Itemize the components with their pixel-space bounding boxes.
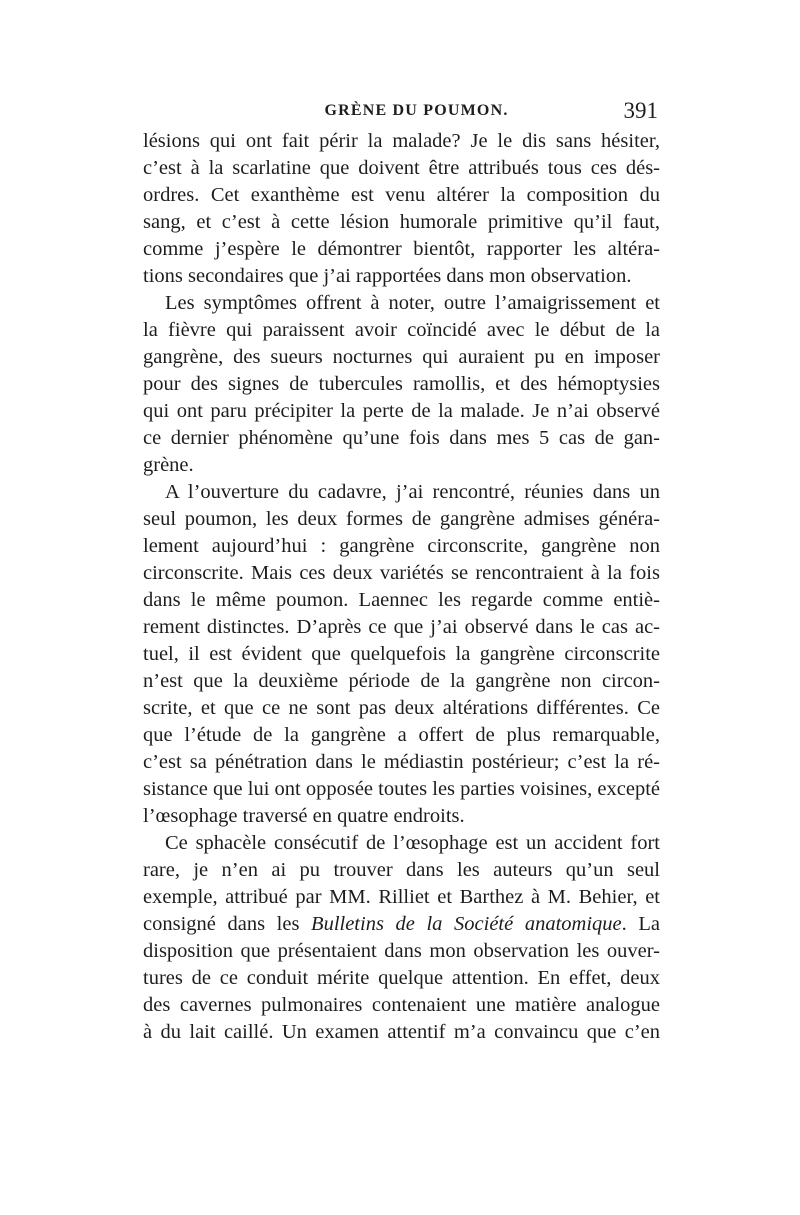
body-text: [143, 128, 660, 1046]
text-line: Ce sphacèle consécutif de l’œsophage est un accident fort: [165, 832, 660, 854]
text-line: ordres. Cet exanthème est venu altérer la composition du: [143, 184, 660, 206]
text-line: à du lait caillé. Un examen attentif m’a convaincu que c’en: [143, 1021, 660, 1043]
text-line: scrite, et que ce ne sont pas deux altérations différentes. Ce: [143, 697, 660, 719]
text-segment: consigné dans les: [143, 913, 312, 935]
text-line: pour des signes de tubercules ramollis, et des hémoptysies: [143, 373, 660, 395]
text-line: qui ont paru précipiter la perte de la malade. Je n’ai observé: [143, 400, 660, 422]
text-line: comme j’espère le démontrer bientôt, rapporter les altéra-: [143, 238, 660, 260]
text-line: tions secondaires que j’ai rapportées dans mon observation.: [143, 265, 632, 287]
text-line: sistance que lui ont opposée toutes les parties voisines, excepté: [143, 778, 660, 800]
text-line: [143, 911, 660, 938]
text-line: l’œsophage traversé en quatre endroits.: [143, 805, 465, 827]
text-line: seul poumon, les deux formes de gangrène admises généra-: [143, 508, 660, 530]
text-line: tures de ce conduit mérite quelque attention. En effet, deux: [143, 967, 660, 989]
text-line: circonscrite. Mais ces deux variétés se rencontraient à la fois: [143, 562, 660, 584]
text-line: ce dernier phénomène qu’une fois dans mes 5 cas de gan-: [143, 427, 660, 449]
text-line: lement aujourd’hui : gangrène circonscrite, gangrène non: [143, 535, 660, 557]
text-line: Les symptômes offrent à noter, outre l’amaigrissement et: [165, 292, 660, 314]
text-line: des cavernes pulmonaires contenaient une matière analogue: [143, 994, 660, 1016]
text-line: que l’étude de la gangrène a offert de plus remarquable,: [143, 724, 660, 746]
text-line: n’est que la deuxième période de la gangrène non circon-: [143, 670, 660, 692]
text-line: c’est à la scarlatine que doivent être attribués tous ces dés-: [143, 157, 660, 179]
text-line: gangrène, des sueurs nocturnes qui auraient pu en imposer: [143, 346, 660, 368]
page-number: 391: [623, 98, 658, 123]
text-line: lésions qui ont fait périr la malade? Je le dis sans hésiter,: [143, 130, 660, 152]
text-line: c’est sa pénétration dans le médiastin postérieur; c’est la ré-: [143, 751, 660, 773]
text-line: sang, et c’est à cette lésion humorale primitive qu’il faut,: [143, 211, 660, 233]
text-line: disposition que présentaient dans mon observation les ouver-: [143, 940, 660, 962]
text-segment: . La: [621, 913, 660, 935]
italic-title: Bulletins de la Société anatomique: [311, 913, 622, 935]
text-line: tuel, il est évident que quelquefois la gangrène circonscrite: [143, 643, 660, 665]
text-line: rare, je n’en ai pu trouver dans les auteurs qu’un seul: [143, 859, 660, 881]
text-line: grène.: [143, 454, 194, 476]
text-line: rement distinctes. D’après ce que j’ai observé dans le cas ac-: [143, 616, 660, 638]
text-line: A l’ouverture du cadavre, j’ai rencontré, réunies dans un: [165, 481, 660, 503]
text-line: la fièvre qui paraissent avoir coïncidé avec le début de la: [143, 319, 660, 341]
running-head: [143, 98, 660, 128]
text-line: dans le même poumon. Laennec les regarde comme entiè-: [143, 589, 660, 611]
running-title: GRÈNE DU POUMON.: [324, 102, 509, 119]
text-line: exemple, attribué par MM. Rilliet et Barthez à M. Behier, et: [143, 886, 660, 908]
